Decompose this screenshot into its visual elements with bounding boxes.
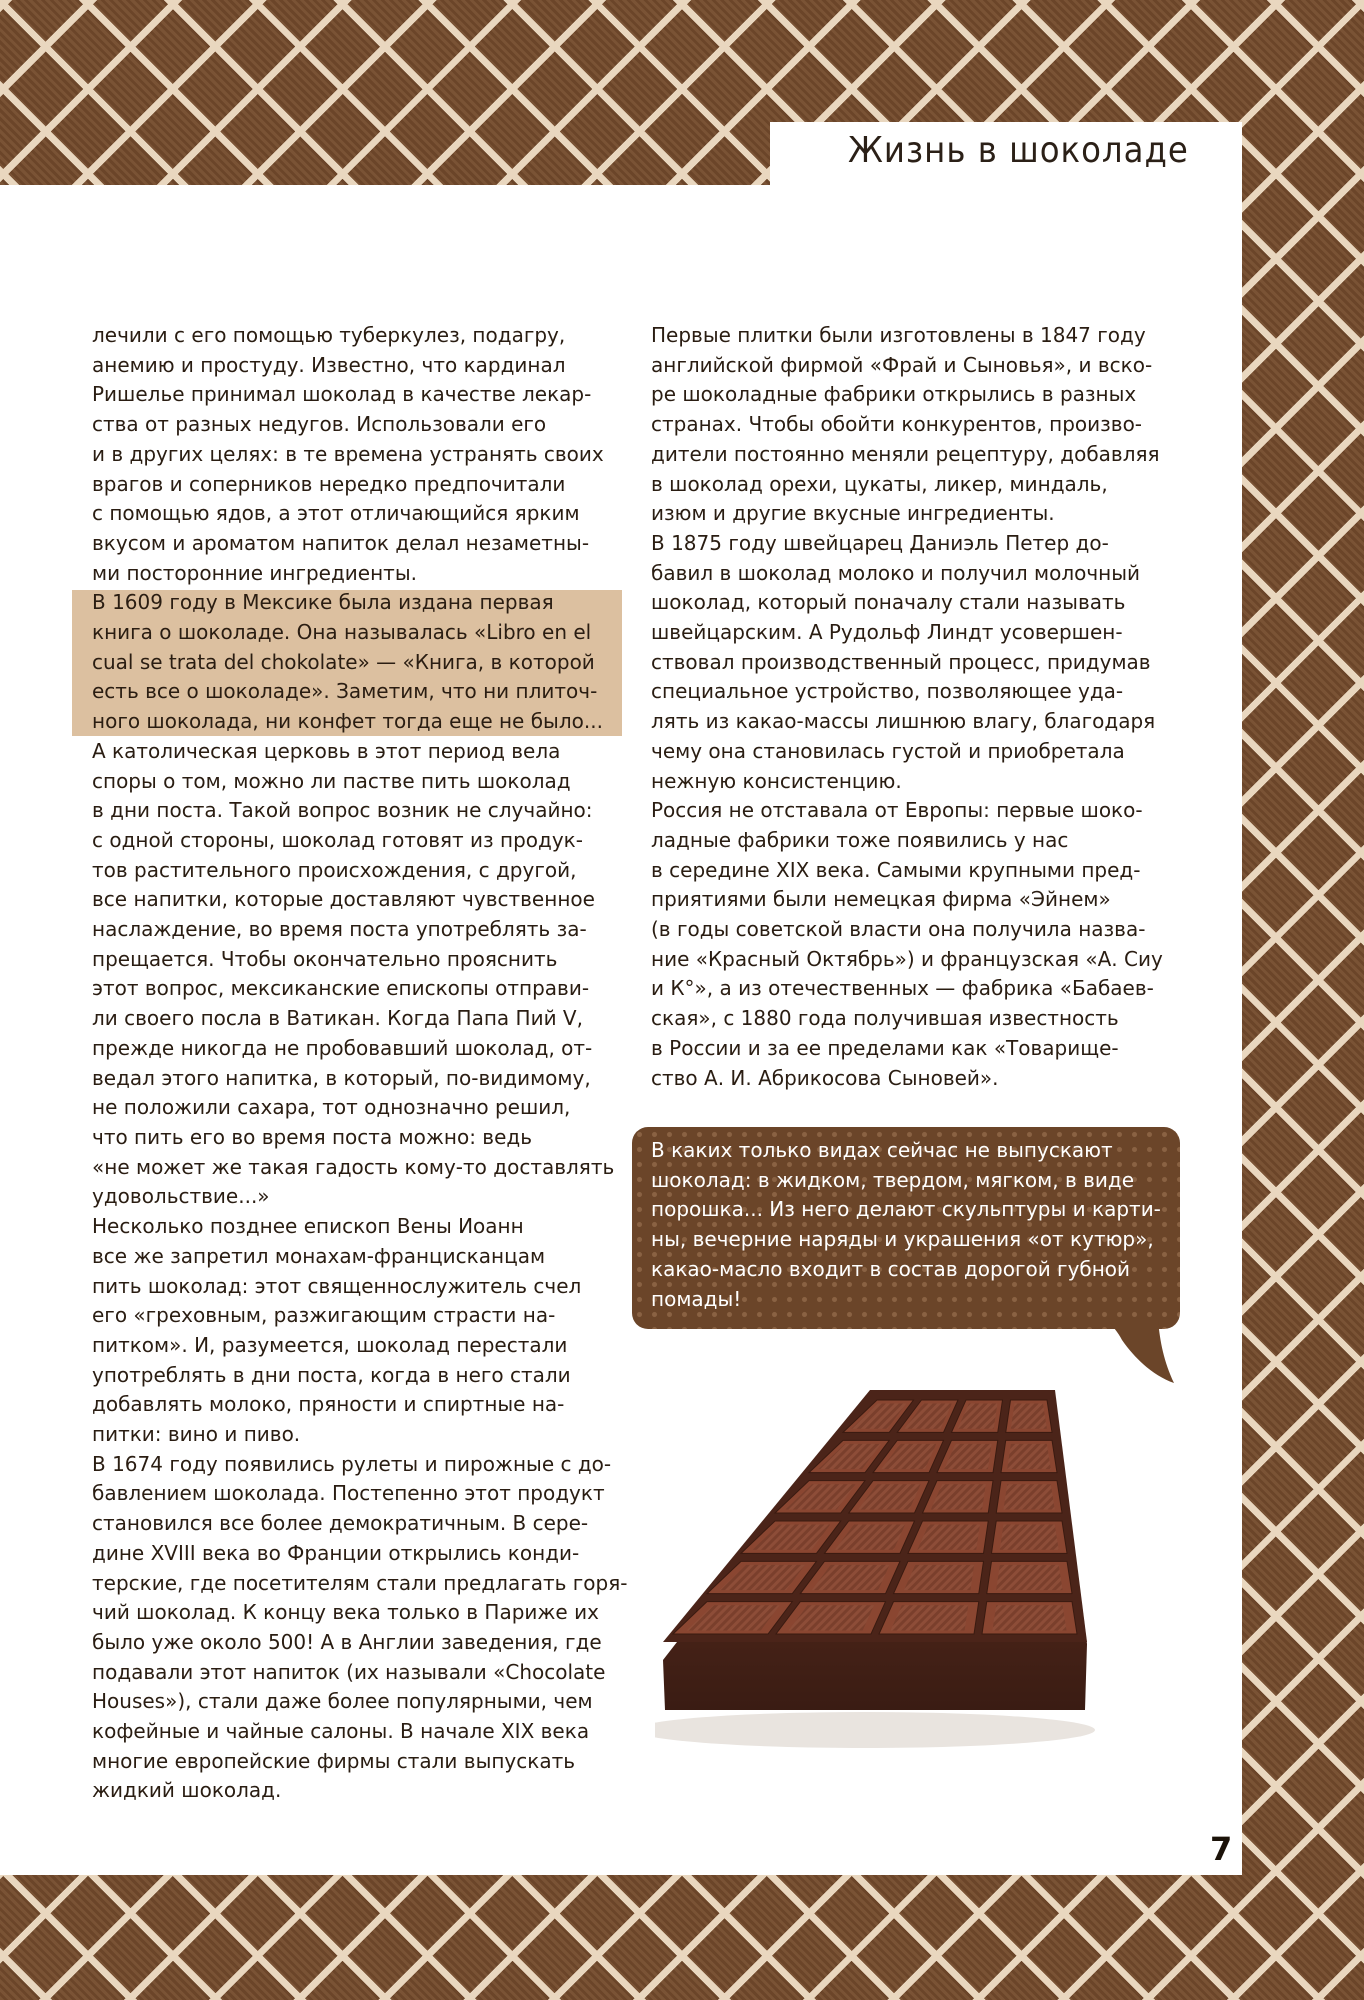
text-line: книга о шоколаде. Она называлась «Libro en el — [92, 620, 592, 645]
text-line: Первые плитки были изготовлены в 1847 году — [651, 323, 1146, 347]
text-line: бавлением шоколада. Постепенно этот продукт — [92, 1481, 605, 1506]
text-line: было уже около 500! А в Англии заведения, где — [92, 1629, 602, 1654]
paragraph — [92, 1450, 627, 1806]
chocolate-segment-pattern — [904, 1565, 974, 1590]
text-line: ская», с 1880 года получившая известность — [651, 1006, 1119, 1031]
text-line: ре шоколадные фабрики открылись в разных — [651, 382, 1137, 407]
left-column — [92, 321, 627, 1806]
chocolate-segment-pattern — [891, 1605, 969, 1630]
text-line: дине XVIII века во Франции открылись конди- — [92, 1540, 580, 1565]
text-line: шоколад, который поначалу стали называть — [651, 590, 1126, 615]
chocolate-segment-pattern — [992, 1605, 1066, 1630]
text-line: споры о том, можно ли пастве пить шоколад — [92, 768, 571, 793]
text-line: специальное устройство, позволяющее уда- — [651, 679, 1124, 704]
text-line: наслаждение, во время поста употреблять за- — [92, 917, 587, 942]
text-line: подавали этот напиток (их называли «Chocolate — [92, 1659, 606, 1684]
speech-bubble-tail — [1106, 1320, 1176, 1386]
text-line: ства от разных недугов. Использовали его — [92, 412, 547, 437]
text-line: В 1674 году появились рулеты и пирожные с до- — [92, 1451, 612, 1476]
text-line: вкусом и ароматом напиток делал незаметны- — [92, 530, 590, 555]
text-line: В 1609 году в Мексике была издана первая — [92, 590, 554, 615]
text-line: удовольствие...» — [92, 1184, 270, 1209]
paragraph — [651, 321, 1163, 529]
paragraph — [651, 529, 1163, 796]
text-line: что пить его во время поста можно: ведь — [92, 1124, 533, 1149]
text-line: в шоколад орехи, цукаты, ликер, миндаль, — [651, 471, 1108, 496]
text-line: Houses»), стали даже более популярными, чем — [92, 1689, 593, 1714]
text-line: шоколад: в жидком, твердом, мягком, в виде — [651, 1167, 1135, 1192]
text-line: кофейные и чайные салоны. В начале XIX века — [92, 1719, 590, 1744]
text-line: питки: вино и пиво. — [92, 1422, 301, 1447]
text-line: ми посторонние ингредиенты. — [92, 560, 417, 585]
text-line: все напитки, которые доставляют чувственное — [92, 887, 595, 912]
text-line: становился все более демократичным. В сере- — [92, 1511, 589, 1536]
text-line: есть все о шоколаде». Заметим, что ни плиточ- — [92, 679, 598, 704]
text-line: Несколько позднее епископ Вены Иоанн — [92, 1214, 524, 1239]
text-line: и в других целях: в те времена устранять своих — [92, 441, 604, 466]
text-line: прещается. Чтобы окончательно прояснить — [92, 946, 558, 971]
text-line: с помощью ядов, а этот отличающийся ярким — [92, 501, 580, 526]
text-line: лять из какао-массы лишнюю влагу, благодаря — [651, 709, 1156, 734]
text-line: ного шоколада, ни конфет тогда еще не было... — [92, 709, 603, 734]
text-line: чий шоколад. К концу века только в Париже их — [92, 1600, 599, 1625]
text-line: бавил в шоколад молоко и получил молочный — [651, 560, 1141, 585]
chocolate-segment-pattern — [1011, 1404, 1047, 1429]
text-line: жидкий шоколад. — [92, 1778, 282, 1803]
text-line: какао-масло входит в состав дорогой губной — [651, 1256, 1131, 1281]
text-line: в России и за ее пределами как «Товарище- — [651, 1035, 1119, 1060]
paragraph — [92, 321, 627, 588]
text-line: порошка... Из него делают скульптуры и карти- — [651, 1197, 1161, 1222]
text-line: терские, где посетителям стали предлагать горя- — [92, 1570, 628, 1595]
text-line: Ришелье принимал шоколад в качестве лекар- — [92, 382, 592, 407]
text-line: ли своего посла в Ватикан. Когда Папа Пий V, — [92, 1006, 583, 1031]
text-line: помады! — [651, 1286, 742, 1311]
text-line: анемию и простуду. Известно, что кардинал — [92, 352, 566, 377]
paragraph — [92, 1212, 627, 1450]
text-line: питком». И, разумеется, шоколад перестали — [92, 1332, 568, 1357]
chocolate-segment-pattern — [1003, 1484, 1054, 1509]
text-line: «не может же такая гадость кому-то доставлять — [92, 1154, 615, 1179]
right-column — [651, 321, 1163, 1093]
text-line: (в годы советской власти она получила назва- — [651, 917, 1146, 942]
text-line: пить шоколад: этот священнослужитель счел — [92, 1273, 582, 1298]
chocolate-bar-svg — [655, 1380, 1135, 1760]
page-title: Жизнь в шоколаде — [848, 130, 1189, 171]
text-line: в середине XIX века. Самыми крупными пред- — [651, 857, 1141, 882]
text-line: врагов и соперников нередко предпочитали — [92, 471, 566, 496]
text-line: английской фирмой «Фрай и Сыновья», и вско- — [651, 352, 1153, 377]
text-line: швейцарским. А Рудольф Линдт усовершен- — [651, 620, 1123, 645]
callout-text — [651, 1136, 1161, 1314]
text-line: его «греховным, разжигающим страсти на- — [92, 1303, 556, 1328]
paragraph — [651, 796, 1163, 1093]
text-line: употреблять в дни поста, когда в него стали — [92, 1362, 571, 1387]
text-line: добавлять молоко, пряности и спиртные на- — [92, 1392, 565, 1417]
text-line: не положили сахара, тот однозначно решил, — [92, 1095, 571, 1120]
text-line: А католическая церковь в этот период вела — [92, 738, 561, 763]
text-line: ладные фабрики тоже появились у нас — [651, 827, 1069, 852]
text-line: прежде никогда не пробовавший шоколад, от- — [92, 1035, 593, 1060]
text-line: В каких только видах сейчас не выпускают — [651, 1138, 1113, 1162]
text-line: ведал этого напитка, в который, по-видимому, — [92, 1065, 591, 1090]
text-line: все же запретил монахам-францисканцам — [92, 1243, 546, 1268]
text-line: ствовал производственный процесс, придумав — [651, 649, 1151, 674]
text-line: в дни поста. Такой вопрос возник не случайно: — [92, 798, 593, 823]
text-line: с одной стороны, шоколад готовят из продук- — [92, 827, 583, 852]
highlighted-paragraph — [92, 588, 627, 737]
paragraph — [92, 737, 627, 1212]
text-line: ны, вечерние наряды и украшения «от кутюр», — [651, 1227, 1154, 1252]
chocolate-segment-pattern — [1007, 1444, 1051, 1469]
text-line: чему она становилась густой и приобретала — [651, 738, 1125, 763]
text-line: тов растительного происхождения, с другой, — [92, 857, 577, 882]
text-line: cual se trata del chokolate» — «Книга, в которой — [92, 649, 595, 674]
text-line: изюм и другие вкусные ингредиенты. — [651, 501, 1055, 526]
text-line: приятиями были немецкая фирма «Эйнем» — [651, 887, 1111, 912]
text-line: и К°», а из отечественных — фабрика «Бабаев- — [651, 976, 1154, 1001]
text-line: нежную консистенцию. — [651, 768, 902, 793]
text-line: лечили с его помощью туберкулез, подагру, — [92, 323, 566, 347]
chocolate-bar-image — [655, 1380, 1135, 1760]
text-line: Россия не отставала от Европы: первые шоко- — [651, 798, 1143, 823]
text-line: многие европейские фирмы стали выпускать — [92, 1748, 576, 1773]
text-line: этот вопрос, мексиканские епископы отправи- — [92, 976, 590, 1001]
text-line: ние «Красный Октябрь») и французская «А. Сиу — [651, 946, 1163, 971]
chocolate-segment-pattern — [1000, 1525, 1059, 1550]
text-line: странах. Чтобы обойти конкурентов, произво- — [651, 412, 1143, 437]
text-line: ство А. И. Абрикосова Сыновей». — [651, 1065, 999, 1090]
text-line: дители постоянно меняли рецептуру, добавляя — [651, 441, 1160, 466]
chocolate-segment-pattern — [996, 1565, 1062, 1590]
page-number: 7 — [1210, 1830, 1233, 1868]
text-line: В 1875 году швейцарец Даниэль Петер до- — [651, 530, 1109, 555]
